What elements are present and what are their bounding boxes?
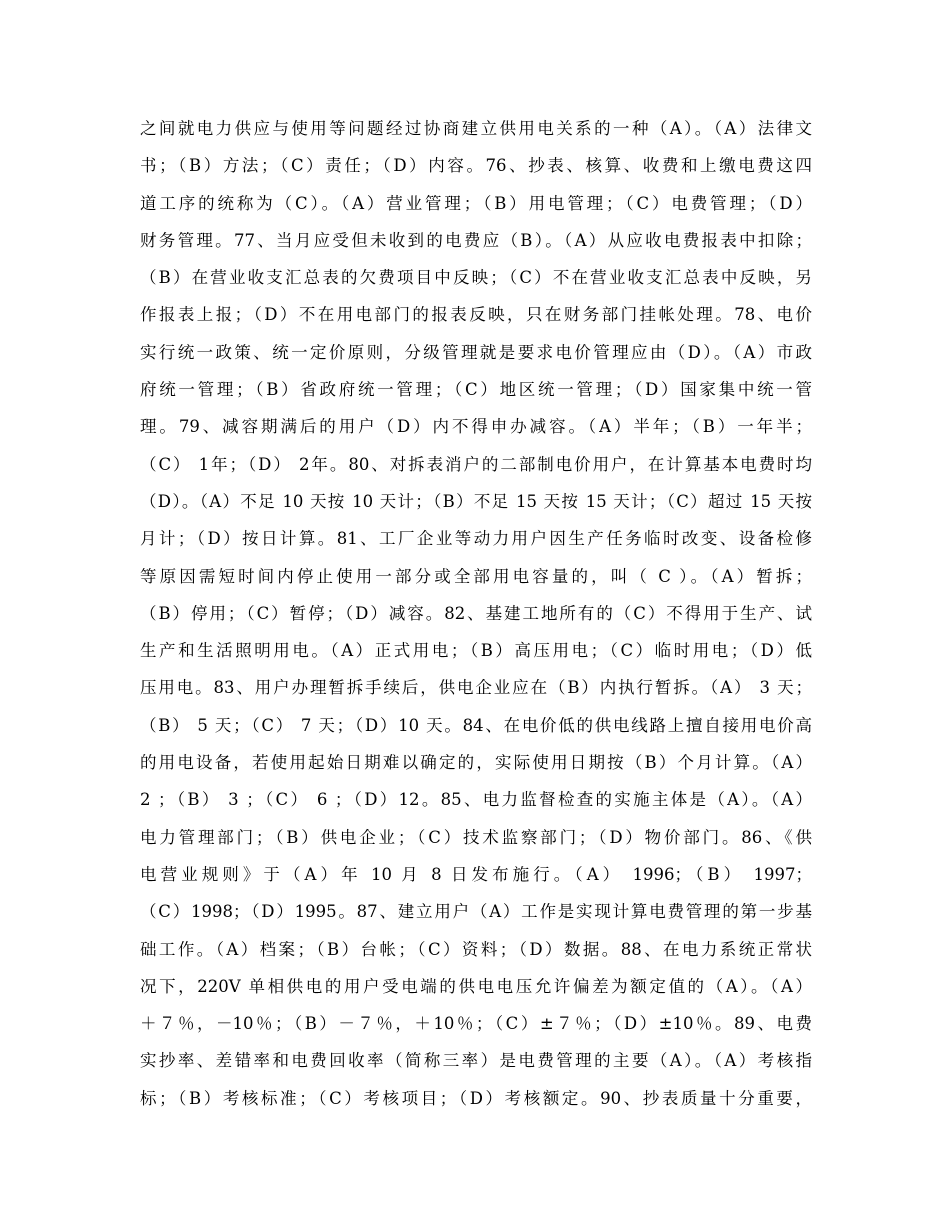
text-line: 月计；（D）按日计算。81、工厂企业等动力用户因生产任务临时改变、设备检修 — [140, 529, 812, 549]
text-line: 实行统一政策、统一定价原则，分级管理就是要求电价管理应由（D）。（A）市政 — [140, 342, 812, 362]
text-line: 2 ；（B） 3 ；（C） 6 ；（D）12。85、电力监督检查的实施主体是（A）。（A） — [140, 790, 812, 810]
text-line: 府统一管理；（B）省政府统一管理；（C）地区统一管理；（D）国家集中统一管 — [140, 380, 812, 400]
text-line: 况下，220V 单相供电的用户受电端的供电电压允许偏差为额定值的（A）。（A） — [140, 976, 812, 996]
text-line: 之间就电力供应与使用等问题经过协商建立供用电关系的一种（A）。（A）法律文 — [140, 119, 812, 138]
text-line: （C） 1年；（D） 2年。80、对拆表消户的二部制电价用户，在计算基本电费时均 — [140, 454, 812, 474]
text-line: 等原因需短时间内停止使用一部分或全部用电容量的，叫（ C ）。（A）暂拆； — [140, 566, 812, 586]
text-line: （B）停用；（C）暂停；（D）减容。82、基建工地所有的（C）不得用于生产、试 — [140, 603, 812, 623]
text-line: （B）在营业收支汇总表的欠费项目中反映；（C）不在营业收支汇总表中反映，另 — [140, 268, 812, 288]
text-line: 的用电设备，若使用起始日期难以确定的，实际使用日期按（B）个月计算。（A） — [140, 753, 812, 773]
text-line: 道工序的统称为（C）。（A）营业管理；（B）用电管理；（C）电费管理；（D） — [140, 193, 812, 213]
text-line: 标；（B）考核标准；（C）考核项目；（D）考核额定。90、抄表质量十分重要， — [140, 1088, 812, 1108]
text-line: 础工作。（A）档案；（B）台帐；（C）资料；（D）数据。88、在电力系统正常状 — [140, 939, 812, 959]
text-line: 作报表上报；（D）不在用电部门的报表反映，只在财务部门挂帐处理。78、电价 — [140, 305, 812, 325]
text-line: 电营业规则》于（A）年 10 月 8 日发布施行。（A） 1996；（B） 1997； — [140, 864, 812, 884]
text-line: 理。79、减容期满后的用户（D）内不得申办减容。（A）半年；（B）一年半； — [140, 417, 812, 437]
text-line: 书；（B）方法；（C）责任；（D）内容。76、抄表、核算、收费和上缴电费这四 — [140, 156, 812, 176]
text-line: 财务管理。77、当月应受但未收到的电费应（B）。（A）从应收电费报表中扣除； — [140, 230, 812, 250]
text-line: （B） 5 天；（C） 7 天；（D）10 天。84、在电价低的供电线路上擅自接用电价高 — [140, 715, 812, 735]
text-line: （D）。（A）不足 10 天按 10 天计；（B）不足 15 天按 15 天计；（C）超过 15 天按 — [140, 491, 812, 511]
text-line: 实抄率、差错率和电费回收率（简称三率）是电费管理的主要（A）。（A）考核指 — [140, 1051, 812, 1071]
text-line: （C）1998；（D）1995。87、建立用户（A）工作是实现计算电费管理的第一步基 — [140, 902, 812, 922]
body-text — [140, 110, 812, 1117]
text-line: 压用电。83、用户办理暂拆手续后，供电企业应在（B）内执行暂拆。（A） 3 天； — [140, 678, 812, 698]
text-line: ＋７％，－10％；（B）－７％，＋10％；（C）±７％；（D）±10％。89、电费 — [140, 1014, 812, 1034]
text-line: 电力管理部门；（B）供电企业；（C）技术监察部门；（D）物价部门。86、《供 — [140, 827, 812, 847]
text-line: 生产和生活照明用电。（A）正式用电；（B）高压用电；（C）临时用电；（D）低 — [140, 641, 812, 661]
